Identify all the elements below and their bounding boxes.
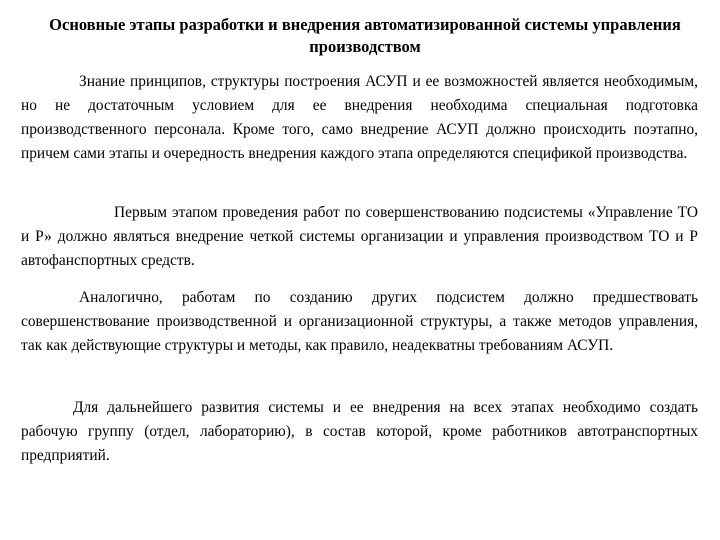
paragraph-1: Знание принципов, структуры построения АСУП и ее возможностей является необходимым, но не достаточным условием для ее внедрения необходима специальная подготовка производственного персонала. Кроме того, само внедрение АСУП должно происходить поэтапно, причем сами этапы и очередность внедрения каждого этапа определяются спецификой производства. [21, 73, 698, 162]
slide-title: Основные этапы разработки и внедрения автоматизированной системы управления производством [49, 15, 681, 56]
paragraph-3: Аналогично, работам по созданию других подсистем должно предшествовать совершенствование производственной и организационной структуры, а также методов управления, так как действующие структуры и методы, как правило, неадекватны требованиям АСУП. [21, 289, 698, 354]
paragraph-4: Для дальнейшего развития системы и ее внедрения на всех этапах необходимо создать рабочую группу (отдел, лабораторию), в состав которой, кроме работников автотранспортных предприятий. [21, 399, 698, 464]
paragraph-2: Первым этапом проведения работ по совершенствованию подсистемы «Управление ТО и Р» должно являться внедрение четкой системы организации и управления производством ТО и Р автофанспортных средств. [21, 204, 698, 269]
